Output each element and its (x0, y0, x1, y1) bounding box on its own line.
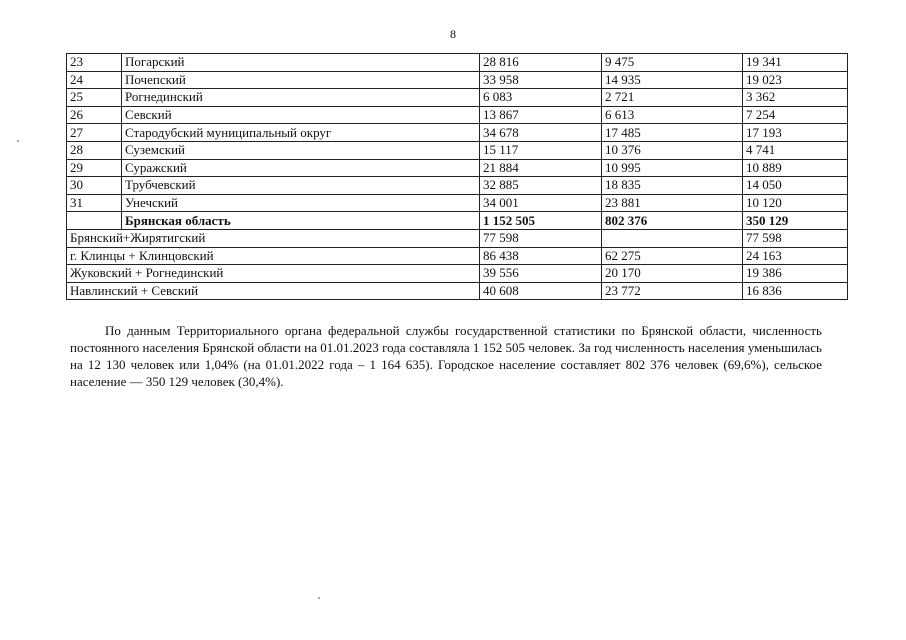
rural-population: 350 129 (743, 212, 848, 230)
district-name: Погарский (122, 54, 480, 72)
urban-population: 23 881 (602, 194, 743, 212)
table-row (67, 177, 848, 195)
combined-row (67, 265, 848, 283)
urban-population: 20 170 (602, 265, 743, 283)
urban-population: 10 376 (602, 141, 743, 159)
urban-population: 2 721 (602, 89, 743, 107)
row-number: 24 (67, 71, 122, 89)
urban-population: 10 995 (602, 159, 743, 177)
rural-population: 19 023 (743, 71, 848, 89)
urban-population: 17 485 (602, 124, 743, 142)
rural-population: 3 362 (743, 89, 848, 107)
row-number: 29 (67, 159, 122, 177)
combined-row (67, 282, 848, 300)
rural-population: 14 050 (743, 177, 848, 195)
rural-population: 4 741 (743, 141, 848, 159)
combined-name: Брянский+Жирятигский (67, 229, 480, 247)
region-total-row (67, 212, 848, 230)
rural-population: 24 163 (743, 247, 848, 265)
district-name: Стародубский муниципальный округ (122, 124, 480, 142)
urban-population: 62 275 (602, 247, 743, 265)
page-number: 8 (450, 27, 456, 41)
urban-population: 6 613 (602, 106, 743, 124)
district-name: Суземский (122, 141, 480, 159)
combined-name: Жуковский + Рогнединский (67, 265, 480, 283)
district-name: Рогнединский (122, 89, 480, 107)
region-name: Брянская область (122, 212, 480, 230)
district-name: Почепский (122, 71, 480, 89)
combined-row (67, 247, 848, 265)
total-population: 1 152 505 (480, 212, 602, 230)
row-number: 26 (67, 106, 122, 124)
total-population: 77 598 (480, 229, 602, 247)
total-population: 15 117 (480, 141, 602, 159)
row-number: 30 (67, 177, 122, 195)
urban-population: 802 376 (602, 212, 743, 230)
total-population: 40 608 (480, 282, 602, 300)
table-row (67, 124, 848, 142)
total-population: 33 958 (480, 71, 602, 89)
total-population: 86 438 (480, 247, 602, 265)
urban-population: 18 835 (602, 177, 743, 195)
district-name: Унечский (122, 194, 480, 212)
urban-population: 9 475 (602, 54, 743, 72)
total-population: 32 885 (480, 177, 602, 195)
rural-population: 77 598 (743, 229, 848, 247)
urban-population (602, 229, 743, 247)
scan-artifact (318, 597, 320, 599)
district-name: Суражский (122, 159, 480, 177)
total-population: 34 001 (480, 194, 602, 212)
total-population: 21 884 (480, 159, 602, 177)
table-row (67, 71, 848, 89)
urban-population: 14 935 (602, 71, 743, 89)
table-row (67, 54, 848, 72)
rural-population: 17 193 (743, 124, 848, 142)
total-population: 39 556 (480, 265, 602, 283)
scan-artifact (17, 140, 19, 142)
combined-name: Навлинский + Севский (67, 282, 480, 300)
rural-population: 7 254 (743, 106, 848, 124)
total-population: 6 083 (480, 89, 602, 107)
district-name: Севский (122, 106, 480, 124)
district-name: Трубчевский (122, 177, 480, 195)
table-row (67, 194, 848, 212)
rural-population: 10 889 (743, 159, 848, 177)
row-number: 25 (67, 89, 122, 107)
combined-name: г. Клинцы + Клинцовский (67, 247, 480, 265)
table-row (67, 89, 848, 107)
total-population: 34 678 (480, 124, 602, 142)
table-row (67, 159, 848, 177)
total-population: 13 867 (480, 106, 602, 124)
population-summary-paragraph: По данным Территориального органа федеральной службы государственной статистики по Брянской области, численность постоянного населения Брянской области на 01.01.2023 года составляла 1 152 505 человек. За год численность населения уменьшилась на 12 130 человек или 1,04% (на 01.01.2022 года – 1 164 635). Городское население составляет 802 376 человек (69,6%), сельское население — 350 129 человек (30,4%). (70, 323, 822, 389)
rural-population: 19 341 (743, 54, 848, 72)
row-number (67, 212, 122, 230)
row-number: 27 (67, 124, 122, 142)
row-number: 23 (67, 54, 122, 72)
row-number: 28 (67, 141, 122, 159)
population-table (66, 53, 848, 300)
combined-row (67, 229, 848, 247)
rural-population: 19 386 (743, 265, 848, 283)
urban-population: 23 772 (602, 282, 743, 300)
table-row (67, 141, 848, 159)
rural-population: 10 120 (743, 194, 848, 212)
row-number: 31 (67, 194, 122, 212)
table-row (67, 106, 848, 124)
total-population: 28 816 (480, 54, 602, 72)
rural-population: 16 836 (743, 282, 848, 300)
